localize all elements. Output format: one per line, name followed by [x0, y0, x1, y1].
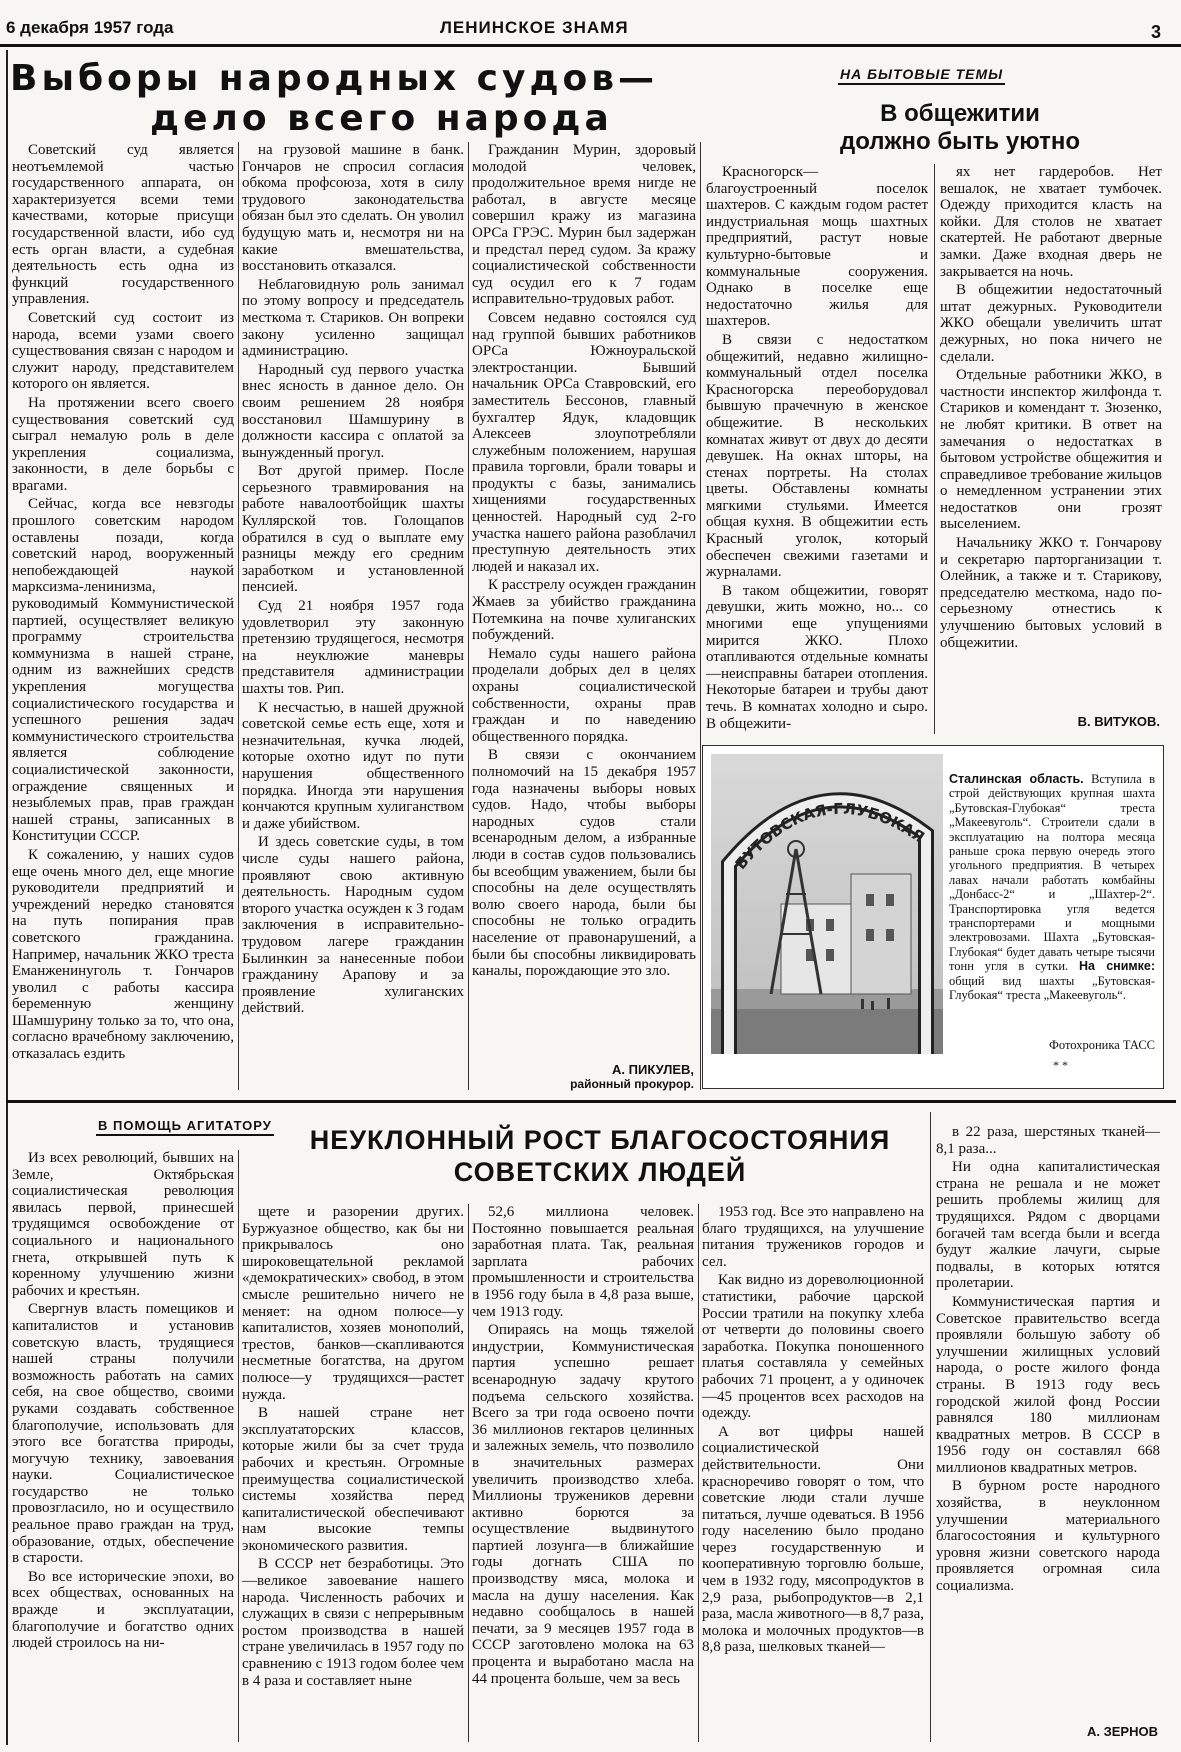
paragraph: В СССР нет безработицы. Это—великое завоевание нашего народа. Численность рабочих и служащих в связи с непрерывным ростом производства в нашей стране увеличилась в 1957 году по сравнению с 1913 годом более чем в 4 раза и составляет ныне [242, 1556, 464, 1689]
article1-title-line2: дело всего народа [150, 98, 613, 139]
issue-date: 6 декабря 1957 года [6, 18, 174, 37]
article3-column-3 [472, 1204, 694, 1746]
paragraph: Коммунистическая партия и Советское правительство всегда проявляли большую заботу об улучшении жилищных условий народа, о росте жилого фонда страны. В 1913 году весь городской жилой фонд России равнялся 180 миллионам квадратных метров. В СССР в 1956 году он составлял 668 миллионов квадратных метров. [936, 1293, 1160, 1476]
column-rule [468, 142, 469, 1090]
caption-on-photo-label: На снимке: [1079, 959, 1156, 974]
paragraph: Опираясь на мощь тяжелой индустрии, Коммунистическая партия успешно решает всенародную задачу крутого подъема сельского хозяйства. Всего за три года освоено почти 36 миллионов гектаров целинных и залежных земель, что позволило в значительных размерах увеличить производство хлеба. Миллионы тружеников деревни активно борются за осуществление выдвинутого партией лозунга—в ближайшие годы догнать США по производству мяса, молока и масла на душу населения. Как недавно сообщалось в нашей печати, за 9 месяцев 1957 года в СССР заготовлено молока на 63 процента и выработано масла на 44 процента больше, чем за весь [472, 1322, 694, 1687]
column-rule [238, 142, 239, 1090]
paragraph: И здесь советские суды, в том числе суды нашего района, проявляют свою активную деятельность. Народным судом второго участка осужден к 3 годам заключения в исправительно-трудовом лагере гражданин Былинкин за нанесенные побои гражданину Арапову и за проявление хулиганских действий. [242, 834, 464, 1017]
paragraph: К расстрелу осужден гражданин Жмаев за убийство гражданина Потемкина на почве хулиганских побуждений. [472, 577, 696, 644]
article2-signature: В. ВИТУКОВ. [1077, 714, 1160, 729]
caption-on-photo-text: общий вид шахты „Бутовская-Глубокая“ треста „Макеевуголь“. [949, 973, 1155, 1003]
paragraph: В бурном росте народного хозяйства, в неуклонном улучшении материального благосостояния и культурного уровня жизни советского народа проявляется огромная сила социализма. [936, 1478, 1160, 1595]
paragraph: Совсем недавно состоялся суд над группой бывших работников ОРСа Южноуральской электростанции. Бывший начальник ОРСа Ставровский, его заместитель Бессонов, главный бухгалтер Ядук, кладовщик Алексеев злоупотребляли служебным положением, нарушая правила торговли, брали товары и продукты с базы, занимались хищениями государственных ценностей. Народный суд 2-го участка нашего района разоблачил преступную деятельность этих людей и наказал их. [472, 309, 696, 575]
arch-lettering: БУТОВСКАЯ-ГЛУБОКАЯ [731, 799, 928, 873]
paragraph: Вот другой пример. После серьезного травмирования на работе навалоотбойщик шахты Куллярской тов. Голощапов обратился в суд о выплате ему разницы между его средним заработком и установленной пенсией. [242, 463, 464, 596]
paragraph: А вот цифры нашей социалистической действительности. Они красноречиво говорят о том, что советские люди стали лучше питаться, лучше одеваться. В 1956 году населению было продано через государственную и кооперативную торговлю больше, чем в 1932 году, мясопродуктов в 2,9 раза, рыбопродуктов—в 2,1 раза, масла животного—в 8,7 раза, молока и молочных продуктов—в 8,8 раза, шелковых тканей— [702, 1423, 924, 1656]
paragraph: К несчастью, в нашей дружной советской семье есть еще, хотя и незначительная, кучка людей, которые охотно идут по пути нарушения общественного порядка. Иногда эти нарушения кончаются крупным хулиганством и даже убийством. [242, 699, 464, 832]
paragraph: В общежитии недостаточный штат дежурных. Руководители ЖКО обещали увеличить штат дежурных, но пока ничего не сделали. [940, 282, 1162, 365]
paragraph: ях нет гардеробов. Нет вешалок, не хватает тумбочек. Одежду приходится класть на койки. Для столов не хватает скатертей. Не работают дверные замки. Даже входная дверь не закрывается на ночь. [940, 164, 1162, 280]
article3-column-1 [12, 1150, 234, 1746]
article2-column-2 [940, 164, 1162, 712]
paragraph: В связи с недостатком общежитий, недавно жилищно-коммунальный отдел поселка Красногорска переоборудовал бывшую прачечную в женское общежитие. В нескольких комнатах живут от двух до десяти девушек. На окнах шторы, на стенах портреты. На столах цветы. Обставлены комнаты мягкими стульями. Имеется общая кухня. В общежитии есть Красный уголок, который обеспечен свежими газетами и журналами. [706, 331, 928, 581]
paragraph: Советский суд является неотъемлемой частью государственного аппарата, он характеризуется всеми теми качествами, которые присущи государственной власти, ибо суд есть орган власти, а судебная деятельность есть одна из функций государственного управления. [12, 142, 234, 308]
paragraph: щете и разорении других. Буржуазное общество, как бы ни прикрывалось оно широковещательной рекламой «демократических» свобод, в этом смысле решительно ничего не меняет: на одном полюсе—у капиталистов, хозяев монополий, трестов, банков—скапливаются несметные богатства, на другом полюсе—у трудящихся—растет нужда. [242, 1204, 464, 1403]
paragraph: Сейчас, когда все невзгоды прошлого советским народом оставлены позади, когда советский народ, вооруженный непобеждающей наукой марксизма-ленинизма, руководимый Коммунистической партией, осуществляет великую программу строительства коммунизма в нашей стране, одним из важнейших средств укрепления могущества социалистического государства и успешного решения задач коммунистического строительства является соблюдение социалистической законности, ограждение священных и незыблемых прав, прав граждан нашей страны, записанных в Конституции СССР. [12, 496, 234, 845]
paragraph: Как видно из дореволюционной статистики, рабочие царской России тратили на покупку хлеба от четверти до половины своего заработка. Покупка поношенного платья составляла у семейных рабочих 71 процент, а у одиночек—45 процентов всех расходов на одежду. [702, 1272, 924, 1422]
paragraph: Суд 21 ноября 1957 года удовлетворил эту законную претензию трудящегося, несмотря на неуклюжие маневры представителя администрации шахты тов. Рип. [242, 598, 464, 697]
paragraph: В нашей стране нет эксплуататорских классов, которые жили бы за счет труда рабочих и крестьян. Огромные преимущества социалистической системы хозяйства перед капиталистической обеспечивают нам высокие темпы экономического развития. [242, 1405, 464, 1554]
page-number: 3 [1150, 22, 1161, 42]
masthead [0, 0, 1181, 47]
article3-title [290, 1124, 910, 1188]
paragraph: Немало суды нашего района проделали добрых дел в целях охраны социалистической собственности, охраны прав граждан и по наведению общественного порядка. [472, 645, 696, 745]
article3-rubric: В ПОМОЩЬ АГИТАТОРУ [96, 1118, 274, 1136]
mine-photo [711, 754, 943, 1054]
article1-column-3 [472, 142, 696, 1062]
column-rule [700, 142, 701, 1090]
photo-credit: Фотохроника ТАСС [1049, 1038, 1155, 1052]
column-rule [934, 164, 935, 734]
author-name: А. ПИКУЛЕВ, [612, 1062, 694, 1077]
paragraph: Неблаговидную роль занимал по этому вопросу и председатель месткома т. Стариков. Он вопреки закону усиленно защищал администрацию. [242, 276, 464, 360]
paragraph: Гражданин Мурин, здоровый молодой человек, продолжительное время нигде не работал, в августе месяце совершил кражу из магазина ОРСа ГРЭС. Мурин был задержан и предстал перед судом. За кражу социалистической собственности суд осудил его к 7 годам исправительно-трудовых работ. [472, 142, 696, 308]
photo-caption [949, 772, 1155, 1003]
paragraph: В таком общежитии, говорят девушки, жить можно, но... со многими еще упущениями мирится ЖКО. Плохо отапливаются отдельные комнаты—неисправны батареи отопления. Некоторые батареи и трубы дают течь. В комнатах холодно и сыро. В общежити- [706, 582, 928, 732]
article3-column-2 [242, 1204, 464, 1746]
paragraph: на грузовой машине в банк. Гончаров не спросил согласия обкома профсоюза, хотя в силу трудового законодательства обязан был это сделать. Он уволил будущую мать и, несмотря ни на какие вмешательства, восстановить отказался. [242, 142, 464, 275]
article1-column-2 [242, 142, 464, 1094]
article3-column-5 [936, 1124, 1160, 1716]
paragraph: Свергнув власть помещиков и капиталистов и установив советскую власть, трудящиеся нашей страны получили возможность работать на самих себя, на свое общество, своими руками создавать собственное благополучие, использовать для этого все богатства природы, могучую технику, завоевания науки. Социалистическое государство не только провозгласило, но и осуществило реальное право граждан на труд, образование, отдых, обеспечение в старости. [12, 1301, 234, 1567]
article1-signature [472, 1062, 694, 1091]
paragraph: в 22 раза, шерстяных тканей—8,1 раза... [936, 1124, 1160, 1157]
caption-place: Сталинская область. [949, 772, 1084, 786]
article3-signature: А. ЗЕРНОВ [1087, 1724, 1158, 1739]
paragraph: Отдельные работники ЖКО, в частности инспектор жилфонда т. Стариков и комендант т. Зюзенко, не любят критики. В ответ на замечания о недостатках в бытовом устройстве общежития и справедливое требование жильцов о немедленном устранении этих недостатков они грозят выселением. [940, 367, 1162, 533]
article1-column-1 [12, 142, 234, 1094]
paragraph: 52,6 миллиона человек. Постоянно повышается реальная заработная плата. Так, реальная зарплата рабочих промышленности и строительства в 1956 году была в 4,8 раза выше, чем 1913 году. [472, 1204, 694, 1320]
separator-stars: * * [1053, 1058, 1068, 1072]
paragraph: Красногорск—благоустроенный поселок шахтеров. С каждым годом растет индустриальная мощь шахтных предприятий, растут новые культурно-бытовые и коммунальные сооружения. Однако в поселке еще недостаточно жилья для шахтеров. [706, 164, 928, 330]
paragraph: К сожалению, у наших судов еще очень много дел, еще многие руководители предприятий и учреждений нередко становятся на путь попирания прав советского гражданина. Например, начальник ЖКО треста Еманженинуголь т. Гончаров уволил с работы кассира беременную женщину Шамшурину только за то, что она, согласно врачебному заключению, отказалась ездить [12, 846, 234, 1063]
article2-title-line2: должно быть уютно [839, 128, 1081, 155]
article3-title-line2: СОВЕТСКИХ ЛЮДЕЙ [453, 1157, 747, 1187]
article2-column-1 [706, 164, 928, 744]
paragraph: На протяжении всего своего существования советский суд сыграл немалую роль в деле укрепления социализма, законности, в деле борьбы с врагами. [12, 394, 234, 494]
column-rule [698, 1204, 699, 1742]
caption-text: Вступила в строй действующих крупная шахта „Бутовская-Глубокая“ треста „Макеевуголь“. Строители сдали в эксплуатацию на полтора месяца раньше срока первую очередь этого угольного предприятия. В четырех лавах начали работать комбайны „Донбасс-2“ и „Шахтер-2“. Транспортировка угля ведется транспортерами и мощными электровозами. Шахта „Бутовская-Глубокая“ будет давать четыре тысячи тонн угля в сутки. [949, 772, 1156, 974]
article3-title-line1: НЕУКЛОННЫЙ РОСТ БЛАГОСОСТОЯНИЯ [309, 1125, 891, 1155]
author-role: районный прокурор. [570, 1077, 694, 1091]
paragraph: Народный суд первого участка внес ясность в данное дело. Он своим решением 28 ноября восстановил Шамшурину в должности кассира с оплатой за вынужденный прогул. [242, 361, 464, 461]
paragraph: Начальнику ЖКО т. Гончарову и секретарю парторганизации т. Олейник, а также и т. Старикову, председателю месткома, надо по-серьезному отнестись к улучшению бытовых условий в общежитии. [940, 535, 1162, 651]
paragraph: 1953 год. Все это направлено на благо трудящихся, на улучшение питания тружеников городов и сел. [702, 1204, 924, 1270]
paragraph: Во все исторические эпохи, во всех обществах, основанных на вражде и эксплуатации, благополучие и богатство одних людей строилось на ни- [12, 1568, 234, 1652]
article2-title [760, 100, 1160, 156]
paragraph: В связи с окончанием полномочий на 15 декабря 1957 года назначены выборы новых судов. Надо, чтобы выборы народных судов стали всенародным делом, а избранные люди в состав судов пользовались бы всеобщим уважением, были бы способны на деле осуществлять волю своего народа, были бы способны не только оградить население от правонарушений, а были бы способны ликвидировать каналы, порождающие это зло. [472, 747, 696, 980]
article2-title-line1: В общежитии [880, 100, 1040, 127]
column-rule [930, 1112, 931, 1742]
article1-title-line1: Выборы народных судов— [10, 58, 659, 99]
paragraph: Ни одна капиталистическая страна не решала и не может решить проблемы жилищ для трудящихся. Рядом с дворцами богачей там всегда были и всегда будут жалкие лачуги, сырые подвалы, в которых ютятся пролетарии. [936, 1159, 1160, 1292]
section-divider [6, 1100, 1176, 1103]
article2-rubric: НА БЫТОВЫЕ ТЕМЫ [838, 66, 1005, 85]
column-rule [238, 1150, 239, 1742]
article3-column-4 [702, 1204, 924, 1746]
mine-photo-illustration [711, 754, 943, 1054]
paragraph: Советский суд состоит из народа, всеми узами своего существования связан с народом и служит народу, представителем которого он является. [12, 309, 234, 393]
paragraph: Из всех революций, бывших на Земле, Октябрьская социалистическая революция явилась первой, принесшей трудящимся освобождение от социального и национального гнета, открывшей путь к коренному улучшению жизни рабочих и крестьян. [12, 1150, 234, 1299]
column-rule [468, 1204, 469, 1742]
left-margin-rule [6, 50, 8, 1745]
newspaper-title: ЛЕНИНСКОЕ ЗНАМЯ [440, 18, 629, 37]
photo-box [702, 745, 1164, 1089]
